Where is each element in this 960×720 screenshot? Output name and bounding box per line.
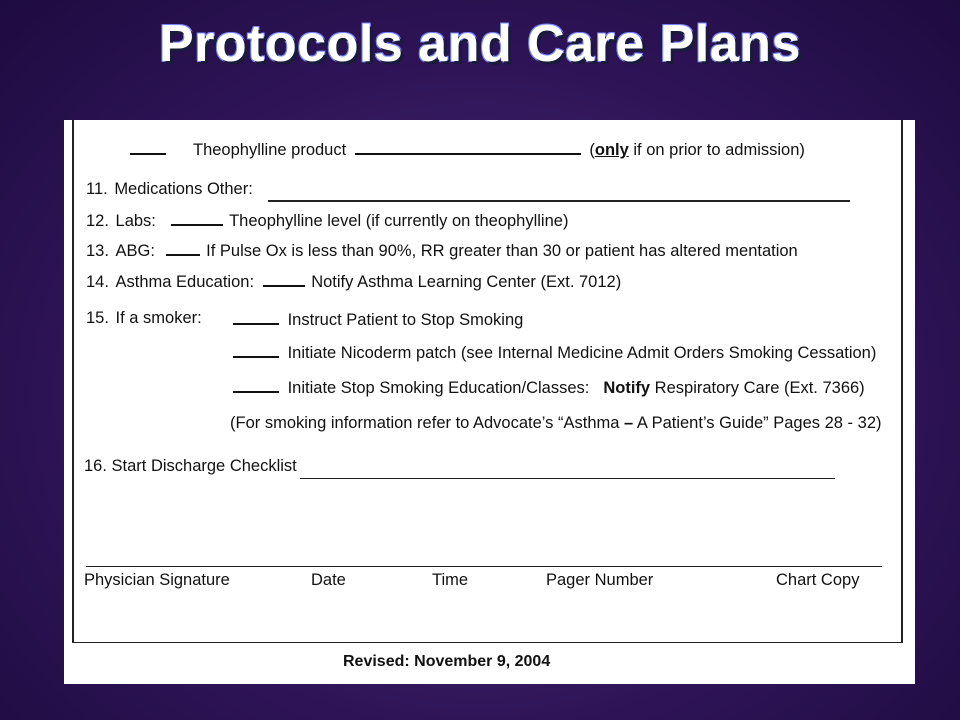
smoker-option-1-blank[interactable] — [233, 309, 279, 325]
theophylline-product-row — [193, 139, 805, 160]
asthma-education-check-blank[interactable] — [263, 271, 305, 287]
item-11-number: 11. — [86, 180, 108, 198]
smoker-option-2-text: Initiate Nicoderm patch (see Internal Medicine Admit Orders Smoking Cessation) — [287, 344, 877, 362]
theophylline-check-blank[interactable] — [130, 139, 166, 155]
signature-physician: Physician Signature — [84, 571, 230, 589]
item-13-label: ABG: — [115, 242, 155, 260]
item-12-number: 12. — [86, 212, 109, 230]
item-13 — [86, 240, 798, 261]
medications-other-field[interactable] — [268, 200, 850, 202]
signature-line[interactable] — [86, 566, 882, 567]
signature-pager: Pager Number — [546, 571, 654, 589]
slide-title: Protocols and Care Plans — [159, 15, 801, 73]
theophylline-product-field[interactable] — [355, 139, 581, 155]
smoker-option-3-notify: Notify — [603, 379, 651, 397]
item-12 — [86, 210, 568, 231]
item-13-text: If Pulse Ox is less than 90%, RR greater than 30 or patient has altered mentation — [206, 242, 798, 260]
theophylline-label: Theophylline product — [193, 141, 347, 159]
theophylline-row — [130, 139, 166, 160]
smoker-option-1 — [233, 309, 523, 330]
item-16 — [84, 457, 297, 476]
care-plan-form — [64, 120, 915, 684]
smoker-option-2-blank[interactable] — [233, 342, 279, 358]
abg-check-blank[interactable] — [166, 240, 200, 256]
labs-check-blank[interactable] — [171, 210, 223, 226]
form-right-border — [901, 120, 903, 642]
revised-date: Revised: November 9, 2004 — [343, 653, 551, 670]
form-bottom-border — [72, 642, 903, 643]
item-13-number: 13. — [86, 242, 109, 260]
item-15-number: 15. — [86, 309, 109, 327]
signature-time: Time — [432, 571, 469, 589]
item-12-label: Labs: — [115, 212, 156, 230]
discharge-checklist-field[interactable] — [300, 478, 835, 479]
smoker-option-3-text: Initiate Stop Smoking Education/Classes: Notify Respiratory Care (Ext. 7366) — [287, 379, 865, 397]
item-15-label: If a smoker: — [115, 309, 202, 327]
item-15 — [86, 309, 202, 328]
smoking-info-note: (For smoking information refer to Advocate’s “Asthma – A Patient’s Guide” Pages 28 - 32) — [230, 414, 882, 432]
smoker-option-1-text: Instruct Patient to Stop Smoking — [287, 311, 524, 329]
form-left-border — [72, 120, 74, 642]
item-12-text: Theophylline level (if currently on theophylline) — [229, 212, 569, 230]
theophylline-note: (only if on prior to admission) — [589, 141, 805, 159]
item-14-label: Asthma Education: — [115, 273, 255, 291]
item-14 — [86, 271, 621, 292]
item-16-label: 16. Start Discharge Checklist — [84, 457, 297, 475]
signature-date: Date — [311, 571, 346, 589]
smoker-option-2 — [233, 342, 876, 363]
signature-copy: Chart Copy — [776, 571, 860, 589]
smoker-option-3 — [233, 377, 865, 398]
smoker-option-3-blank[interactable] — [233, 377, 279, 393]
item-11 — [86, 180, 253, 199]
item-14-number: 14. — [86, 273, 109, 291]
item-14-text: Notify Asthma Learning Center (Ext. 7012) — [311, 273, 622, 291]
theophylline-note-only: only — [594, 141, 629, 159]
item-11-label: Medications Other: — [114, 180, 253, 198]
